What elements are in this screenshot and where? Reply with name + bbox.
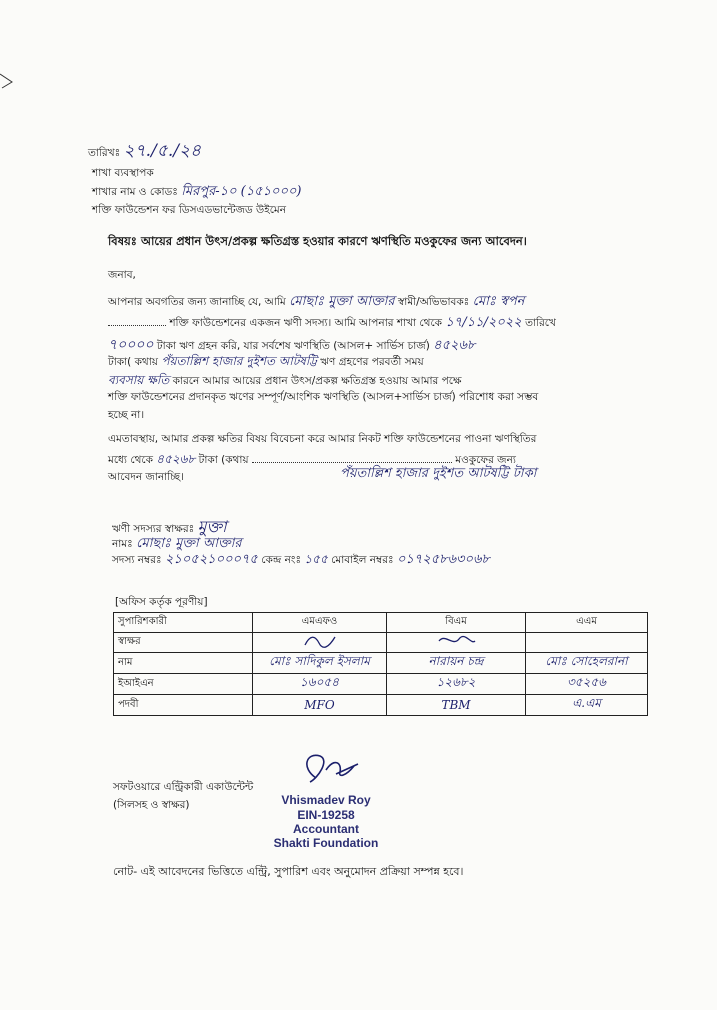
office-table [113, 612, 648, 716]
table-header-cell: এএম [526, 613, 648, 633]
para2-line-1: এমতাবস্থায়, আমার প্রকল্প ক্ষতির বিষয় বিবেচনা করে আমার নিকট শক্তি ফাউন্ডেশনের পাওনা ঋণস্থিতির [108, 433, 537, 445]
accountant-sign-note: (সিলসহ ও স্বাক্ষর) [113, 799, 190, 811]
member-number-label: সদস্য নম্বরঃ [112, 554, 162, 566]
body-line-1a: আপনার অবগতির জন্য জানাচ্ছি যে, আমি [108, 296, 286, 308]
waive-amount-words: পঁয়তাল্লিশ হাজার দুইশত আটষট্টি টাকা [340, 466, 537, 481]
branch-name-value: মিরপুর-১০ (১৫১০০০) [181, 184, 302, 199]
table-cell [253, 633, 387, 653]
mobile-number: ০১৭২৫৮৬৩০৬৮ [396, 552, 490, 567]
table-row [114, 695, 648, 716]
office-caption: [অফিস কর্তৃক পূরণীয়] [115, 596, 208, 608]
balance-in-words: পঁয়তাল্লিশ হাজার দুইশত আটষট্টি [161, 354, 317, 368]
branch-name-label: শাখার নাম ও কোডঃ [92, 186, 178, 198]
body-line-2a: শক্তি ফাউন্ডেশনের একজন ঋণী সদস্য। আমি আপনার শাখা থেকে [169, 317, 443, 329]
body-line-1 [108, 292, 524, 313]
body-line-3a: টাকা ঋণ গ্রহন করি, যার সর্বশেষ ঋণস্থিতি (আসল+ সার্ভিস চার্জ) [156, 340, 430, 352]
table-cell: নারায়ন চন্দ্র [387, 653, 526, 674]
dotted-blank [108, 325, 166, 326]
table-cell: ৩৫২৫৬ [526, 674, 648, 695]
member-number-line [112, 550, 490, 571]
table-cell [387, 633, 526, 653]
row-label: ইআইএন [114, 674, 253, 695]
body-line-2b: তারিখে [525, 317, 556, 329]
body-line-4 [108, 353, 424, 373]
mfo-signature-icon [295, 633, 345, 649]
branch-manager: শাখা ব্যবস্থাপক [92, 167, 154, 179]
member-signature: মুক্তা [197, 517, 227, 536]
table-cell: এ.এম [526, 695, 648, 716]
para2-line-2a: মধ্যে থেকে [108, 454, 153, 466]
table-row [114, 653, 648, 674]
date-line [88, 138, 201, 166]
table-cell: মোঃ সাদিকুল ইসলাম [253, 653, 387, 674]
row-label: পদবী [114, 695, 253, 716]
center-label: কেন্দ্র নংঃ [261, 554, 302, 566]
stamp-title: Accountant [293, 822, 359, 836]
stamp-ein: EIN-19258 [297, 808, 355, 822]
dotted-blank [252, 462, 452, 463]
table-cell: মোঃ সোহেলরানা [526, 653, 648, 674]
bm-signature-icon [431, 633, 481, 649]
body-line-6: শক্তি ফাউন্ডেশনের প্রদানকৃত ঋণের সম্পূর্ণ/আংশিক ঋণস্থিতি (আসল+সার্ভিস চার্জ) পরিশোধ করা সম্ভব [108, 391, 539, 403]
table-header-row [114, 613, 648, 633]
foundation-name: শক্তি ফাউন্ডেশন ফর ডিসএডভান্টেজড উইমেন [92, 204, 287, 216]
table-cell: ১২৬৮২ [387, 674, 526, 695]
member-number: ২১০৫২১০০০৭৫ [164, 552, 258, 567]
reason: ব্যবসায় ক্ষতি [108, 373, 170, 387]
table-row [114, 674, 648, 695]
body-line-2 [108, 313, 556, 334]
guardian-name: মোঃ স্বপন [472, 294, 525, 309]
accountant-signature-icon [296, 748, 366, 790]
date-label: তারিখঃ [88, 147, 121, 159]
body-line-5 [108, 372, 462, 392]
row-label: স্বাক্ষর [114, 633, 253, 653]
mobile-label: মোবাইল নম্বরঃ [331, 554, 394, 566]
body-line-1b: স্বামী/অভিভাবকঃ [397, 296, 470, 308]
member-name-label: নামঃ [112, 538, 133, 550]
center-number: ১৫৫ [304, 552, 328, 566]
table-cell: ১৬০৫৪ [253, 674, 387, 695]
para2-line-2b: টাকা (কথায় [198, 454, 249, 466]
stamp-name: Vhismadev Roy [281, 793, 371, 807]
table-row [114, 633, 648, 653]
table-cell [526, 633, 648, 653]
table-header-cell: বিএম [387, 613, 526, 633]
loan-amount: ৭০০০০ [108, 337, 154, 353]
table-cell: TBM [387, 695, 526, 716]
para2-line-3: আবেদন জানাচ্ছি। [108, 471, 184, 483]
branch-name-line [92, 182, 301, 203]
waive-amount: ৪৫২৬৮ [156, 452, 196, 466]
para2-line-2c: মওকুফের জন্য [455, 454, 516, 466]
date-value: ২৭./৫./২৪ [123, 141, 202, 161]
body-line-5a: কারনে আমার আয়ের প্রধান উৎস/প্রকল্প ক্ষতিগ্রস্ত হওয়ায় আমার পক্ষে [172, 375, 462, 387]
table-header-cell: এমএফও [253, 613, 387, 633]
body-line-4b: ঋণ গ্রহণের পরবর্তী সময় [320, 356, 424, 368]
corner-mark [0, 70, 20, 90]
member-name: মোছাঃ মুক্তা আক্তার [136, 536, 242, 551]
body-line-4a: টাকা( কথায় [108, 356, 158, 368]
subject-line: বিষয়ঃ আয়ের প্রধান উৎস/প্রকল্প ক্ষতিগ্রস্ত হওয়ার কারণে ঋণস্থিতি মওকুফের জন্য আবেদন। [108, 234, 527, 248]
salutation: জনাব, [108, 269, 136, 281]
body-line-7: হচ্ছে না। [108, 409, 145, 421]
loan-date: ১৭/১১/২০২২ [445, 315, 522, 330]
stamp-org: Shakti Foundation [273, 836, 379, 850]
member-signature-label: ঋণী সদস্যর স্বাক্ষরঃ [112, 523, 195, 535]
borrower-name: মোছাঃ মুক্তা আক্তার [289, 294, 395, 309]
table-header-cell: সুপারিশকারী [114, 613, 253, 633]
loan-balance: ৪৫২৬৮ [433, 338, 476, 353]
accountant-label: সফটওয়ারে এন্ট্রিকারী একাউন্টেন্ট [113, 781, 254, 793]
row-label: নাম [114, 653, 253, 674]
footer-note: নোট- এই আবেদনের ভিত্তিতে এন্ট্রি, সুপারিশ এবং অনুমোদন প্রক্রিয়া সম্পন্ন হবে। [113, 865, 464, 878]
table-cell: MFO [253, 695, 387, 716]
